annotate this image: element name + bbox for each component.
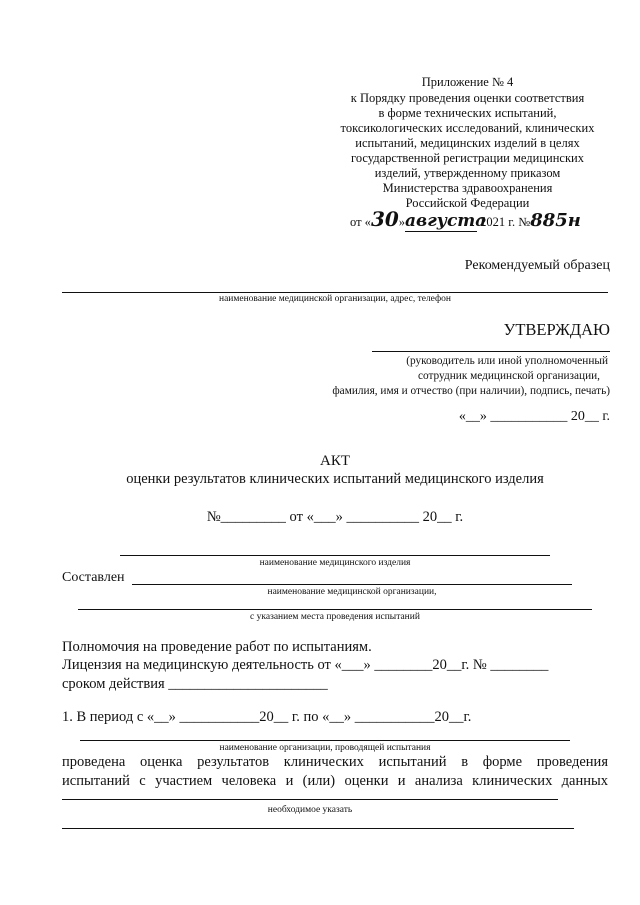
powers-line-3: сроком действия ______________________ [62,676,328,692]
order-year: 2021 г. № [480,215,531,229]
appendix-line-1: к Порядку проведения оценки соответствия [350,91,585,105]
conducted-line-2 [62,828,574,829]
approve-caption-1: (руководитель или иной уполномоченный [406,355,608,367]
appendix-line-5: государственной регистрации медицинских [351,151,584,165]
appendix-line-4: испытаний, медицинских изделий в целях [355,136,580,150]
composed-caption-2: с указанием места проведения испытаний [250,612,420,622]
composed-label: Составлен [62,570,125,585]
act-title: АКТ [320,453,350,469]
powers-line-1: Полномочия на проведение работ по испытаниям. [62,639,372,655]
order-day: 30 [370,207,399,231]
appendix-title: Приложение № 4 [421,75,514,89]
appendix-line-6: изделий, утвержденному приказом [374,166,561,180]
device-caption: наименование медицинского изделия [259,558,411,568]
conducted-line-2: испытаний с участием человека и (или) оценки и анализа клинических данных [62,773,608,789]
conducted-line [62,799,558,800]
appendix-line-8: Российской Федерации [405,196,530,210]
org-caption: наименование медицинской организации, адрес, телефон [218,294,452,304]
order-month: августа [405,211,487,231]
period-caption: наименование организации, проводящей испытания [219,743,431,753]
approve-signature-line [372,351,610,352]
appendix-line-2: в форме технических испытаний, [378,106,557,120]
device-line [120,555,550,556]
order-number: 885н [530,210,581,231]
conducted-line-1: проведена оценка результатов клинических испытаний в форме проведения [62,754,608,770]
order-mid: » [398,215,406,229]
recommended-sample: Рекомендуемый образец [464,258,610,273]
approve-caption-3: фамилия, имя и отчество (при наличии), подпись, печать) [332,385,610,397]
order-prefix: от « [350,215,371,229]
conducted-caption: необходимое указать [267,805,353,815]
order-line [350,207,640,232]
org-line [62,292,608,293]
approve-caption-2: сотрудник медицинской организации, [417,370,600,382]
appendix-line-7: Министерства здравоохранения [382,181,553,195]
period-text: 1. В период с «__» ___________20__ г. по «__» ___________20__г. [62,709,472,725]
composed-caption-1: наименование медицинской организации, [267,587,437,597]
approve-caption [300,354,610,399]
powers-line-2: Лицензия на медицинскую деятельность от «___» ________20__г. № ________ [62,657,549,673]
act-subtitle: оценки результатов клинических испытаний медицинского изделия [126,471,544,487]
composed-line [132,584,572,585]
act-number-line: №_________ от «___» __________ 20__ г. [206,509,464,525]
period-line [80,740,570,741]
approve-title: УТВЕРЖДАЮ [503,320,610,339]
composed-line-2 [78,609,592,610]
appendix-line-3: токсикологических исследований, клинических [340,121,595,135]
approve-date: «__» ___________ 20__ г. [458,409,610,424]
